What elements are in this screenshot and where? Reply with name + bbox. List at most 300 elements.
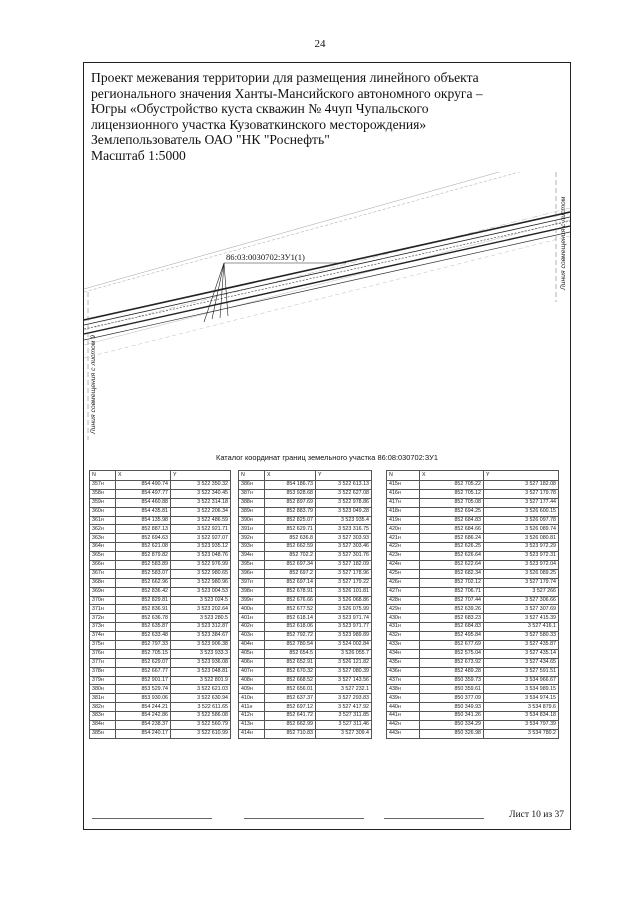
point-number-cell: 398н	[239, 587, 265, 596]
table-row	[90, 667, 231, 676]
x-coordinate-cell: 852 656.01	[265, 685, 316, 694]
map-construction-line	[84, 172, 570, 289]
x-coordinate-cell: 852 667.77	[116, 667, 171, 676]
column-header-n: N	[387, 471, 420, 481]
table-row	[90, 534, 231, 543]
y-coordinate-cell: 3 527 303.93	[316, 534, 372, 543]
x-coordinate-cell: 852 629.07	[116, 658, 171, 667]
y-coordinate-cell: 3 523 933.3	[171, 649, 231, 658]
x-coordinate-cell: 852 678.91	[265, 587, 316, 596]
point-number-cell: 418н	[387, 507, 420, 516]
corridor-line	[84, 221, 570, 329]
table-row	[387, 721, 559, 730]
point-number-cell: 405н	[239, 649, 265, 658]
point-number-cell: 383н	[90, 712, 116, 721]
table-row	[387, 729, 559, 738]
y-coordinate-cell: 3 527 309.4	[316, 729, 372, 738]
y-coordinate-cell: 3 522 976.99	[171, 561, 231, 570]
y-coordinate-cell: 3 522 921.71	[171, 525, 231, 534]
point-number-cell: 426н	[387, 578, 420, 587]
table-row	[90, 481, 231, 490]
x-coordinate-cell: 852 705.22	[420, 481, 484, 490]
y-coordinate-cell: 3 526 075.99	[316, 605, 372, 614]
point-number-cell: 439н	[387, 694, 420, 703]
point-number-cell: 416н	[387, 489, 420, 498]
column-header-y: Y	[171, 471, 231, 481]
point-number-cell: 402н	[239, 623, 265, 632]
point-number-cell: 411н	[239, 703, 265, 712]
x-coordinate-cell: 852 677.52	[265, 605, 316, 614]
y-coordinate-cell: 3 522 486.59	[171, 516, 231, 525]
y-coordinate-cell: 3 522 586.08	[171, 712, 231, 721]
point-number-cell: 396н	[239, 569, 265, 578]
point-number-cell: 389н	[239, 507, 265, 516]
x-coordinate-cell: 854 460.88	[116, 498, 171, 507]
table-row	[387, 676, 559, 685]
point-number-cell: 385н	[90, 729, 116, 738]
point-number-cell: 404н	[239, 641, 265, 650]
point-number-cell: 376н	[90, 649, 116, 658]
y-coordinate-cell: 3 522 610.99	[171, 729, 231, 738]
point-number-cell: 420н	[387, 525, 420, 534]
y-coordinate-cell: 3 523 384.67	[171, 632, 231, 641]
table-row	[387, 489, 559, 498]
coordinates-table-3	[386, 470, 559, 739]
right-match-label: Линия совмещения с листом	[560, 196, 567, 290]
table-row	[90, 516, 231, 525]
table-row	[90, 632, 231, 641]
table-row	[239, 614, 372, 623]
title-line: лицензионного участка Кузоваткинского месторождения»	[91, 116, 427, 132]
point-number-cell: 395н	[239, 561, 265, 570]
column-header-y: Y	[316, 471, 372, 481]
x-coordinate-cell: 852 626.25	[420, 543, 484, 552]
corridor-line	[84, 212, 570, 320]
y-coordinate-cell: 3 526 055.7	[316, 649, 372, 658]
point-number-cell: 387н	[239, 489, 265, 498]
table-row	[90, 641, 231, 650]
signature-line	[384, 818, 484, 819]
x-coordinate-cell: 854 242.86	[116, 712, 171, 721]
point-number-cell: 367н	[90, 569, 116, 578]
x-coordinate-cell: 853 930.06	[116, 694, 171, 703]
point-number-cell: 424н	[387, 561, 420, 570]
y-coordinate-cell: 3 523 972.31	[484, 552, 559, 561]
y-coordinate-cell: 3 527 307.69	[484, 605, 559, 614]
point-number-cell: 442н	[387, 721, 420, 730]
table-row	[239, 703, 372, 712]
point-number-cell: 365н	[90, 552, 116, 561]
y-coordinate-cell: 3 527 232.1	[316, 685, 372, 694]
table-row	[90, 552, 231, 561]
point-number-cell: 370н	[90, 596, 116, 605]
y-coordinate-cell: 3 527 306.66	[484, 596, 559, 605]
y-coordinate-cell: 3 527 415.39	[484, 614, 559, 623]
x-coordinate-cell: 852 829.81	[116, 596, 171, 605]
y-coordinate-cell: 3 527 311.85	[316, 712, 372, 721]
table-row	[239, 596, 372, 605]
x-coordinate-cell: 852 662.96	[116, 578, 171, 587]
x-coordinate-cell: 852 654.5	[265, 649, 316, 658]
x-coordinate-cell: 854 240.17	[116, 729, 171, 738]
table-row	[387, 498, 559, 507]
point-number-cell: 368н	[90, 578, 116, 587]
x-coordinate-cell: 852 825.07	[265, 516, 316, 525]
table-row	[90, 694, 231, 703]
column-header-x: X	[420, 471, 484, 481]
title-line: регионального значения Ханты-Мансийского автономного округа –	[91, 85, 483, 101]
point-number-cell: 421н	[387, 534, 420, 543]
column-header-n: N	[239, 471, 265, 481]
table-row	[387, 516, 559, 525]
point-number-cell: 371н	[90, 605, 116, 614]
x-coordinate-cell: 852 684.83	[420, 623, 484, 632]
x-coordinate-cell: 852 662.99	[265, 721, 316, 730]
table-row	[90, 703, 231, 712]
y-coordinate-cell: 3 522 611.65	[171, 703, 231, 712]
x-coordinate-cell: 852 652.91	[265, 658, 316, 667]
y-coordinate-cell: 3 522 627.08	[316, 489, 372, 498]
table-row	[239, 489, 372, 498]
corridor-line	[84, 217, 570, 325]
point-number-cell: 384н	[90, 721, 116, 730]
x-coordinate-cell: 850 349.93	[420, 703, 484, 712]
y-coordinate-cell: 3 522 927.07	[171, 534, 231, 543]
map-construction-line	[84, 236, 570, 358]
y-coordinate-cell: 3 527 303.46	[316, 543, 372, 552]
table-row	[239, 552, 372, 561]
y-coordinate-cell: 3 527 301.76	[316, 552, 372, 561]
y-coordinate-cell: 3 522 980.65	[171, 569, 231, 578]
scale-label: Масштаб 1:5000	[91, 147, 186, 163]
point-number-cell: 430н	[387, 614, 420, 623]
table-row	[387, 667, 559, 676]
coordinates-table-1	[89, 470, 231, 739]
y-coordinate-cell: 3 523 971.74	[316, 614, 372, 623]
y-coordinate-cell: 3 522 978.86	[316, 498, 372, 507]
table-header-row	[387, 471, 559, 481]
table-row	[387, 569, 559, 578]
x-coordinate-cell: 852 705.15	[116, 649, 171, 658]
table-row	[90, 587, 231, 596]
table-row	[239, 543, 372, 552]
x-coordinate-cell: 854 135.98	[116, 516, 171, 525]
table-row	[239, 649, 372, 658]
y-coordinate-cell: 3 527 080.39	[316, 667, 372, 676]
point-number-cell: 422н	[387, 543, 420, 552]
table-row	[239, 658, 372, 667]
table-row	[239, 507, 372, 516]
table-row	[239, 578, 372, 587]
y-coordinate-cell: 3 522 560.79	[171, 721, 231, 730]
project-title	[91, 70, 561, 164]
table-row	[90, 561, 231, 570]
point-number-cell: 388н	[239, 498, 265, 507]
table-row	[239, 721, 372, 730]
x-coordinate-cell: 852 707.44	[420, 596, 484, 605]
point-number-cell: 419н	[387, 516, 420, 525]
point-number-cell: 399н	[239, 596, 265, 605]
x-coordinate-cell: 852 797.33	[116, 641, 171, 650]
y-coordinate-cell: 3 523 316.75	[316, 525, 372, 534]
x-coordinate-cell: 852 883.79	[265, 507, 316, 516]
y-coordinate-cell: 3 527 417.92	[316, 703, 372, 712]
y-coordinate-cell: 3 527 179.22	[316, 578, 372, 587]
table-row	[387, 578, 559, 587]
point-number-cell: 359н	[90, 498, 116, 507]
column-header-n: N	[90, 471, 116, 481]
table-header-row	[90, 471, 231, 481]
point-number-cell: 381н	[90, 694, 116, 703]
point-number-cell: 391н	[239, 525, 265, 534]
map-construction-line	[84, 208, 570, 330]
y-coordinate-cell: 3 523 280.5	[171, 614, 231, 623]
y-coordinate-cell: 3 534 989.15	[484, 685, 559, 694]
y-coordinate-cell: 3 523 048.81	[171, 667, 231, 676]
table-row	[387, 587, 559, 596]
point-number-cell: 357н	[90, 481, 116, 490]
table-row	[387, 543, 559, 552]
point-number-cell: 400н	[239, 605, 265, 614]
table-row	[90, 729, 231, 738]
x-coordinate-cell: 852 702.12	[420, 578, 484, 587]
table-row	[90, 685, 231, 694]
point-number-cell: 406н	[239, 658, 265, 667]
point-number-cell: 377н	[90, 658, 116, 667]
table-row	[387, 614, 559, 623]
x-coordinate-cell: 852 697.12	[265, 703, 316, 712]
table-row	[239, 525, 372, 534]
point-number-cell: 413н	[239, 721, 265, 730]
table-row	[239, 729, 372, 738]
signature-line	[244, 818, 364, 819]
point-number-cell: 379н	[90, 676, 116, 685]
x-coordinate-cell: 850 359.73	[420, 676, 484, 685]
x-coordinate-cell: 852 705.08	[420, 498, 484, 507]
y-coordinate-cell: 3 523 048.76	[171, 552, 231, 561]
boundary-map	[84, 172, 570, 442]
y-coordinate-cell: 3 527 416.1	[484, 623, 559, 632]
x-coordinate-cell: 852 694.63	[116, 534, 171, 543]
table-row	[90, 623, 231, 632]
table-row	[387, 712, 559, 721]
y-coordinate-cell: 3 527 266	[484, 587, 559, 596]
catalog-title: Каталог координат границ земельного участка 86:08:030702:ЗУ1	[216, 453, 438, 462]
x-coordinate-cell: 852 780.54	[265, 641, 316, 650]
y-coordinate-cell: 3 523 935.12	[171, 543, 231, 552]
x-coordinate-cell: 852 901.17	[116, 676, 171, 685]
point-number-cell: 417н	[387, 498, 420, 507]
parcel-label: 86:03:0030702:ЗУ1(1)	[226, 252, 305, 262]
x-coordinate-cell: 854 186.73	[265, 481, 316, 490]
table-row	[387, 685, 559, 694]
table-row	[239, 561, 372, 570]
table-row	[387, 561, 559, 570]
x-coordinate-cell: 852 684.66	[420, 525, 484, 534]
y-coordinate-cell: 3 526 080.81	[484, 534, 559, 543]
point-number-cell: 373н	[90, 623, 116, 632]
column-header-y: Y	[484, 471, 559, 481]
y-coordinate-cell: 3 523 972.04	[484, 561, 559, 570]
title-line: Югры «Обустройство куста скважин № 4чуп Чупальского	[91, 101, 429, 117]
x-coordinate-cell: 852 682.34	[420, 569, 484, 578]
x-coordinate-cell: 852 710.83	[265, 729, 316, 738]
x-coordinate-cell: 852 879.82	[116, 552, 171, 561]
table-row	[239, 569, 372, 578]
table-row	[387, 623, 559, 632]
point-number-cell: 362н	[90, 525, 116, 534]
point-number-cell: 443н	[387, 729, 420, 738]
table-row	[387, 703, 559, 712]
point-number-cell: 369н	[90, 587, 116, 596]
y-coordinate-cell: 3 523 972.29	[484, 543, 559, 552]
point-number-cell: 392н	[239, 534, 265, 543]
point-number-cell: 374н	[90, 632, 116, 641]
point-number-cell: 390н	[239, 516, 265, 525]
point-number-cell: 437н	[387, 676, 420, 685]
y-coordinate-cell: 3 522 340.45	[171, 489, 231, 498]
x-coordinate-cell: 854 238.37	[116, 721, 171, 730]
y-coordinate-cell: 3 526 101.81	[316, 587, 372, 596]
point-number-cell: 440н	[387, 703, 420, 712]
y-coordinate-cell: 3 527 182.08	[484, 481, 559, 490]
title-line: Проект межевания территории для размещения линейного объекта	[91, 70, 479, 85]
point-number-cell: 415н	[387, 481, 420, 490]
x-coordinate-cell: 852 792.72	[265, 632, 316, 641]
y-coordinate-cell: 3 534 879.6	[484, 703, 559, 712]
y-coordinate-cell: 3 534 797.39	[484, 721, 559, 730]
point-number-cell: 360н	[90, 507, 116, 516]
y-coordinate-cell: 3 522 314.18	[171, 498, 231, 507]
y-coordinate-cell: 3 526 089.25	[484, 569, 559, 578]
x-coordinate-cell: 852 706.71	[420, 587, 484, 596]
x-coordinate-cell: 852 622.64	[420, 561, 484, 570]
x-coordinate-cell: 852 633.48	[116, 632, 171, 641]
table-row	[239, 481, 372, 490]
x-coordinate-cell: 852 697.2	[265, 569, 316, 578]
table-row	[239, 587, 372, 596]
table-row	[387, 649, 559, 658]
table-row	[90, 721, 231, 730]
x-coordinate-cell: 850 334.29	[420, 721, 484, 730]
point-number-cell: 403н	[239, 632, 265, 641]
map-construction-line	[84, 220, 570, 345]
x-coordinate-cell: 852 676.66	[265, 596, 316, 605]
point-number-cell: 401н	[239, 614, 265, 623]
point-number-cell: 407н	[239, 667, 265, 676]
y-coordinate-cell: 3 522 621.03	[171, 685, 231, 694]
x-coordinate-cell: 852 575.04	[420, 649, 484, 658]
point-number-cell: 408н	[239, 676, 265, 685]
y-coordinate-cell: 3 527 435.14	[484, 649, 559, 658]
table-row	[239, 623, 372, 632]
x-coordinate-cell: 852 583.89	[116, 561, 171, 570]
table-row	[239, 516, 372, 525]
point-number-cell: 378н	[90, 667, 116, 676]
point-number-cell: 441н	[387, 712, 420, 721]
y-coordinate-cell: 3 527 591.51	[484, 667, 559, 676]
x-coordinate-cell: 852 495.84	[420, 632, 484, 641]
point-number-cell: 429н	[387, 605, 420, 614]
table-row	[387, 481, 559, 490]
table-row	[90, 649, 231, 658]
sheet-label: Лист 10 из 37	[509, 810, 564, 820]
y-coordinate-cell: 3 527 435.87	[484, 641, 559, 650]
table-row	[387, 641, 559, 650]
x-coordinate-cell: 852 583.07	[116, 569, 171, 578]
x-coordinate-cell: 852 618.14	[265, 614, 316, 623]
y-coordinate-cell: 3 523 312.87	[171, 623, 231, 632]
x-coordinate-cell: 852 668.52	[265, 676, 316, 685]
point-number-cell: 412н	[239, 712, 265, 721]
table-row	[239, 685, 372, 694]
x-coordinate-cell: 852 705.12	[420, 489, 484, 498]
column-header-x: X	[265, 471, 316, 481]
x-coordinate-cell: 852 697.34	[265, 561, 316, 570]
y-coordinate-cell: 3 534 966.67	[484, 676, 559, 685]
point-number-cell: 363н	[90, 534, 116, 543]
y-coordinate-cell: 3 522 801.9	[171, 676, 231, 685]
point-number-cell: 433н	[387, 641, 420, 650]
table-row	[387, 632, 559, 641]
y-coordinate-cell: 3 523 989.89	[316, 632, 372, 641]
point-number-cell: 438н	[387, 685, 420, 694]
x-coordinate-cell: 852 621.08	[116, 543, 171, 552]
x-coordinate-cell: 854 435.81	[116, 507, 171, 516]
point-number-cell: 435н	[387, 658, 420, 667]
table-row	[90, 614, 231, 623]
y-coordinate-cell: 3 527 434.65	[484, 658, 559, 667]
x-coordinate-cell: 852 618.06	[265, 623, 316, 632]
x-coordinate-cell: 853 529.74	[116, 685, 171, 694]
y-coordinate-cell: 3 524 002.84	[316, 641, 372, 650]
point-number-cell: 366н	[90, 561, 116, 570]
table-row	[387, 552, 559, 561]
point-number-cell: 380н	[90, 685, 116, 694]
table-row	[90, 596, 231, 605]
table-row	[387, 507, 559, 516]
table-row	[387, 694, 559, 703]
x-coordinate-cell: 852 683.23	[420, 614, 484, 623]
x-coordinate-cell: 853 928.68	[265, 489, 316, 498]
x-coordinate-cell: 850 377.09	[420, 694, 484, 703]
y-coordinate-cell: 3 526 600.15	[484, 507, 559, 516]
table-row	[90, 489, 231, 498]
x-coordinate-cell: 852 636.8	[265, 534, 316, 543]
x-coordinate-cell: 852 686.24	[420, 534, 484, 543]
table-row	[90, 543, 231, 552]
y-coordinate-cell: 3 522 350.32	[171, 481, 231, 490]
point-number-cell: 393н	[239, 543, 265, 552]
x-coordinate-cell: 852 670.32	[265, 667, 316, 676]
y-coordinate-cell: 3 526 097.78	[484, 516, 559, 525]
table-row	[90, 525, 231, 534]
x-coordinate-cell: 854 490.74	[116, 481, 171, 490]
point-number-cell: 427н	[387, 587, 420, 596]
y-coordinate-cell: 3 534 780.2	[484, 729, 559, 738]
table-row	[387, 605, 559, 614]
table-row	[90, 498, 231, 507]
map-construction-line	[84, 172, 570, 292]
x-coordinate-cell: 852 702.2	[265, 552, 316, 561]
x-coordinate-cell: 852 836.42	[116, 587, 171, 596]
x-coordinate-cell: 852 887.13	[116, 525, 171, 534]
table-row	[90, 578, 231, 587]
y-coordinate-cell: 3 527 178.96	[316, 569, 372, 578]
x-coordinate-cell: 852 637.37	[265, 694, 316, 703]
x-coordinate-cell: 852 677.69	[420, 641, 484, 650]
x-coordinate-cell: 852 673.92	[420, 658, 484, 667]
